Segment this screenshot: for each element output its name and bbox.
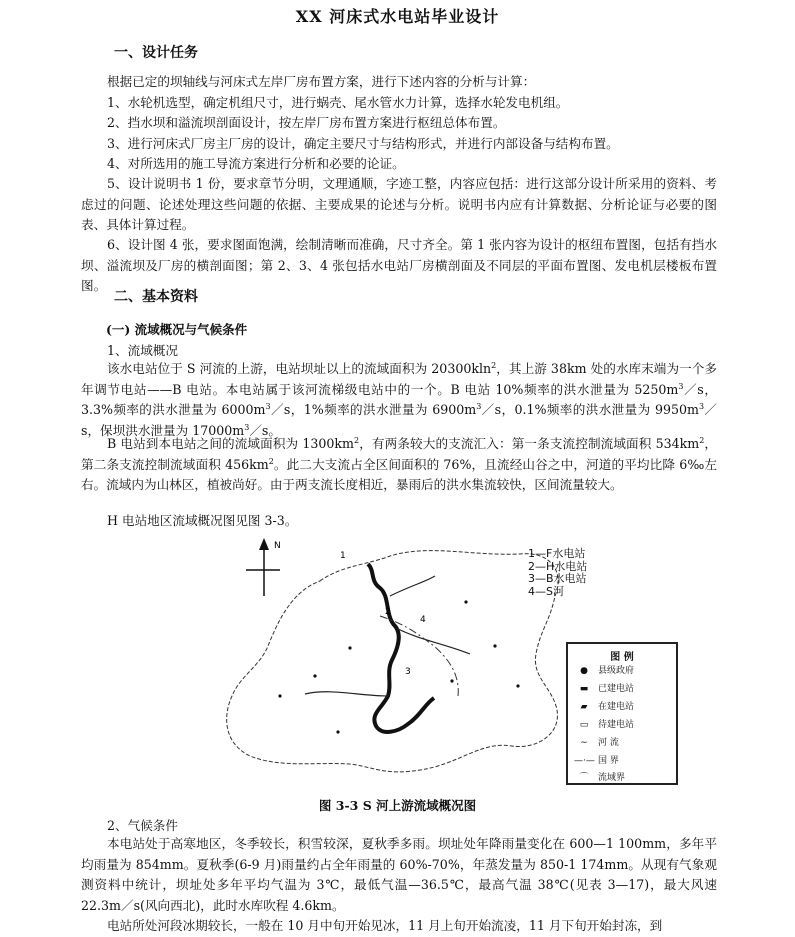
legend-item-basin: ⌒ 流域界 [579,773,626,783]
river-main [368,564,434,732]
legend-item-construction: ▰ 在建电站 [580,702,635,712]
svg-text:3: 3 [405,667,411,677]
page-title: XX 河床式水电站毕业设计 [295,7,500,26]
map-dots [278,600,519,733]
north-label: N [274,541,281,551]
task-item-2: 2、挡水坝和溢流坝剖面设计，按左岸厂房布置方案进行枢纽总体布置。 [107,115,506,130]
legend-title: 图 例 [610,652,634,663]
task-item-3: 3、进行河床式厂房主厂房的设计，确定主要尺寸与结构形式，并进行内部设备与结构布置。 [107,136,619,151]
task-item-6: 6、设计图 4 张，要求图面饱满，绘制清晰而准确，尺寸齐全。第 1 张内容为设计的枢纽布置图，包括有挡水坝、溢流坝及厂房的横剖面图；第 2、3、4 张包括水电站厂房横剖面及不同层的平面布置图、发电机层楼板布置图。 [81,237,717,293]
map-labels [340,551,426,677]
task-item-4: 4、对所选用的施工导流方案进行分析和必要的论证。 [107,156,405,171]
subsection-climate: 2、气候条件 [107,818,178,833]
legend-item-border: —·— 国 界 [574,756,619,766]
paragraph-climate: 本电站处于高寒地区，冬季较长，积雪较深，夏秋季多雨。坝址处年降雨量变化在 600—1 100mm，多年平均雨量为 854mm。夏秋季(6-9 月)雨量约占全年雨量的 60%-70%，年蒸发量为 850-1 174mm。从现有气象观测资料中统计，坝址处多年平均气温为 3℃，最低气温—36.5℃，最高气温 38℃(见表 3—17)，最大风速 22.3m／s(风向西北)，此时水库吹程 4.6km。 [81,836,717,913]
task-item-5: 5、设计说明书 1 份，要求章节分明，文理通顺，字迹工整，内容应包括：进行这部分设计所采用的资料、考虑过的问题、论述处理这些问题的依据、主要成果的论述与分析。说明书内应有计算数据、分析论证与必要的图表、具体计算过程。 [81,176,717,232]
section-heading-basic-data: 二、基本资料 [114,289,198,305]
map-station-item: 2—H水电站 [528,559,588,573]
legend-item-county: ● 县级政府 [580,666,635,676]
subsection-basin-overview: 1、流域概况 [107,343,178,358]
paragraph-basin-2: B 电站到本电站之间的流域面积为 $1300km^2$，有两条较大的支流汇入：第一条支流控制流域面积 $534km^2$，第二条支流控制流域面积 $456km^2$。此二大支流占全区间面积的 76%，且流经山谷之中，河道的平均比降 6‰左右。流域内为山林区，植被尚好。由于两支流长度相近，暴雨后的洪水集流较快，区间流量较大。 [81,435,718,492]
svg-text:1: 1 [340,551,346,561]
figure-reference: H 电站地区流域概况图见图 3-3。 [107,513,298,528]
section-heading-design-task: 一、设计任务 [114,45,198,61]
north-arrow [246,538,281,596]
map-station-item: 3—B水电站 [528,572,587,585]
task-item-1: 1、水轮机选型，确定机组尺寸，进行蜗壳、尾水管水力计算，选择水轮发电机组。 [107,95,569,110]
figure-caption: 图 3-3 S 河上游流域概况图 [318,798,477,813]
map-legend [566,642,678,785]
paragraph-ice: 电站所处河段冰期较长，一般在 10 月中旬开始见冰，11 月上旬开始流凌，11 月下旬开始封冻，到 [107,918,663,933]
map-station-item: 1—F水电站 [528,547,586,560]
legend-item-planned: ▭ 待建电站 [579,720,635,730]
legend-item-built: ▬ 已建电站 [579,684,635,694]
subsection-heading-basin: (一) 流域概况与气候条件 [106,322,248,337]
svg-text:2: 2 [385,607,391,617]
svg-text:4: 4 [420,615,426,625]
map-station-item: 4—S河 [528,584,564,598]
map-station-list [528,548,587,598]
paragraph-basin-1: 该水电站位于 S 河流的上游，电站坝址以上的流域面积为 20300kln$^2$，其上游 38km 处的水库末端为一个多年调节电站——B 电站。本电站属于该河流梯级电站中的一个。B 电站 10%频率的洪水泄量为 $5250m^3/s$，3.3%频率的洪水泄量为 $6000m^3/s$，1%频率的洪水泄量为 $6900m^3/s$，0.1%频率的洪水泄量为 $9950m^3/s$，保坝洪水泄量为 $17000m^3/s$。 [81,360,718,438]
legend-item-river: ∼ 河 流 [580,738,619,748]
task-intro: 根据已定的坝轴线与河床式左岸厂房布置方案，进行下述内容的分析与计算： [107,74,536,89]
